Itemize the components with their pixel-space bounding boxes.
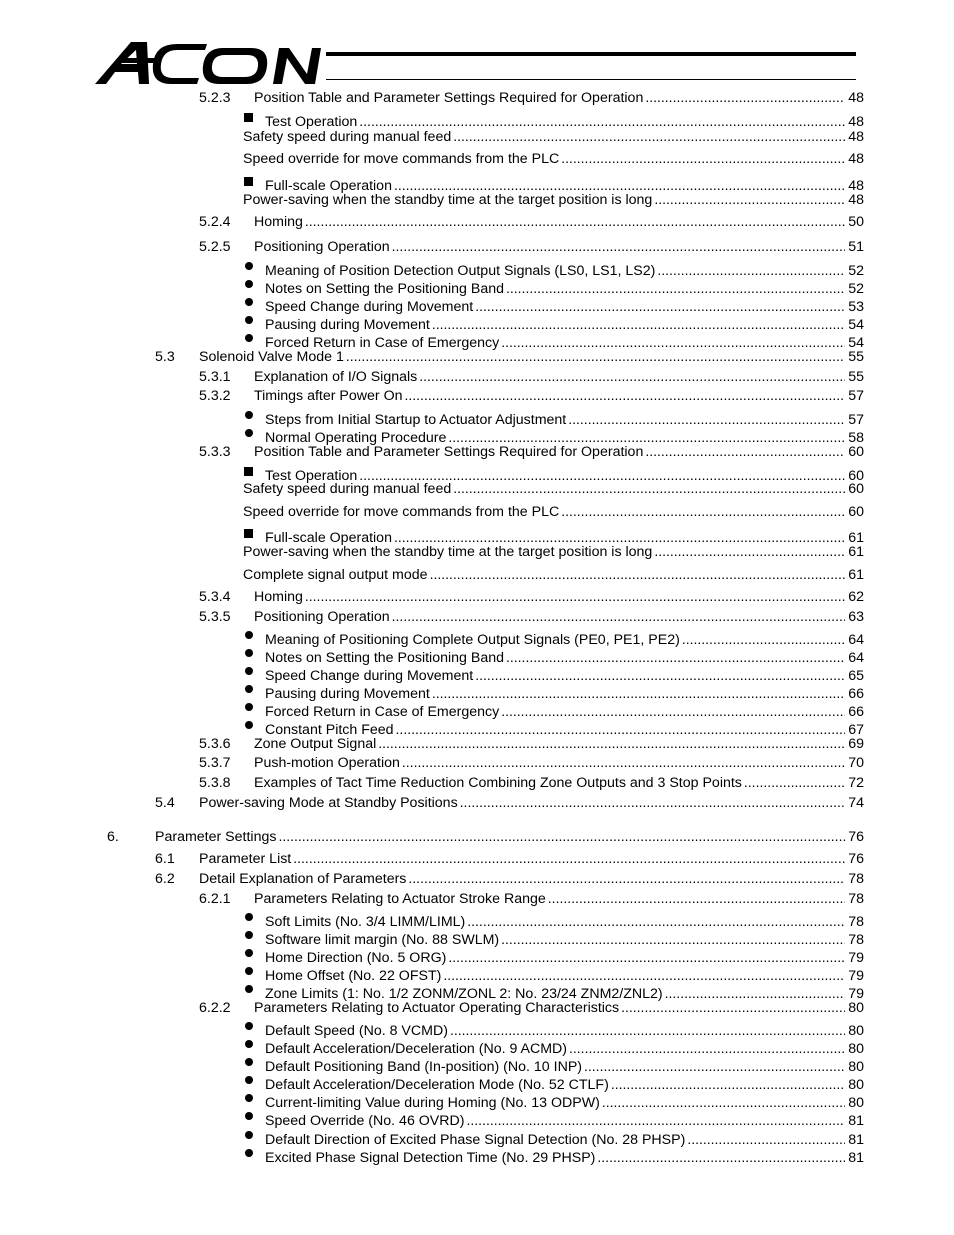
bullet-dot-icon [243,644,265,662]
toc-entry[interactable] [199,367,864,385]
dot-leader [654,542,845,560]
toc-entry[interactable] [243,908,864,930]
entry-title: Forced Return in Case of Emergency [265,704,500,720]
dot-leader [645,88,845,106]
entry-title: Parameters Relating to Actuator Operating Characteristics [254,1000,620,1016]
toc-entry[interactable] [199,587,864,605]
toc-entry[interactable] [199,607,864,625]
toc-entry[interactable] [199,386,864,404]
toc-entry[interactable] [243,1107,864,1129]
dot-leader [405,386,846,404]
page-number: 81 [848,1132,864,1148]
entry-title: Forced Return in Case of Emergency [265,335,500,351]
entry-title: Complete signal output mode [243,567,428,583]
toc-entry[interactable] [243,172,864,194]
page-number: 78 [848,871,864,887]
toc-entry[interactable] [243,980,864,1002]
toc-entry[interactable] [243,149,864,167]
page-number: 48 [848,178,864,194]
bullet-dot-icon [243,1144,265,1162]
page-number: 66 [848,686,864,702]
bullet-dot-icon [243,626,265,644]
entry-title: Speed Change during Movement [265,668,474,684]
bullet-dot-icon [243,926,265,944]
section-number: 5.3.6 [199,736,231,752]
bullet-dot-icon [243,257,265,275]
section-number: 6.2 [155,871,175,887]
toc-entry[interactable] [199,237,864,255]
entry-title: Constant Pitch Feed [265,722,394,738]
bullet-dot-icon [243,1017,265,1035]
page-number: 65 [848,668,864,684]
toc-entry[interactable] [243,293,864,315]
bullet-dot-icon [243,962,265,980]
toc-entry[interactable] [243,626,864,648]
page-number: 61 [848,530,864,546]
dot-leader [378,734,845,752]
page-number: 81 [848,1113,864,1129]
entry-title: Pausing during Movement [265,686,430,702]
page-number: 80 [848,1023,864,1039]
entry-title: Positioning Operation [254,609,390,625]
bullet-dot-icon [243,944,265,962]
toc-entry[interactable] [243,1071,864,1093]
entry-title: Test Operation [265,114,358,130]
page-number: 52 [848,281,864,297]
toc-entry[interactable] [243,1035,864,1057]
toc-entry[interactable] [199,753,864,771]
page-number: 80 [848,1059,864,1075]
entry-title: Default Direction of Excited Phase Signal Detection (No. 28 PHSP) [265,1132,686,1148]
bullet-dot-icon [243,698,265,716]
dot-leader [744,773,845,791]
toc-entry[interactable] [243,462,864,484]
entry-title: Power-saving when the standby time at the target position is long [243,544,653,560]
page-number: 79 [848,986,864,1002]
entry-title: Notes on Setting the Positioning Band [265,650,504,666]
page-number: 48 [848,192,864,208]
bullet-square-icon [243,108,265,126]
toc-entry[interactable] [243,542,864,560]
page-number: 60 [848,481,864,497]
entry-title: Notes on Setting the Positioning Band [265,281,504,297]
bullet-dot-icon [243,1053,265,1071]
bullet-dot-icon [243,311,265,329]
entry-title: Current-limiting Value during Homing (No. 13 ODPW) [265,1095,600,1111]
entry-title: Safety speed during manual feed [243,481,452,497]
dot-leader [346,347,845,365]
page-number: 69 [848,736,864,752]
toc-entry[interactable] [243,108,864,130]
dot-leader [278,827,845,845]
page-number: 70 [848,755,864,771]
toc-entry[interactable] [155,869,864,887]
page-number: 66 [848,704,864,720]
entry-title: Default Acceleration/Deceleration (No. 9 ACMD) [265,1041,568,1057]
toc-entry[interactable] [243,329,864,351]
page-number: 54 [848,317,864,333]
page-number: 74 [848,795,864,811]
page-number: 48 [848,90,864,106]
page-number: 80 [848,1000,864,1016]
toc-entry[interactable] [243,1089,864,1111]
page-number: 61 [848,567,864,583]
dot-leader [561,502,845,520]
entry-title: Power-saving when the standby time at the target position is long [243,192,653,208]
entry-title: Power-saving Mode at Standby Positions [199,795,458,811]
section-number: 5.3.2 [199,388,231,404]
bullet-dot-icon [243,329,265,347]
dot-leader [305,212,845,230]
dot-leader [597,1148,845,1166]
entry-title: Pausing during Movement [265,317,430,333]
entry-title: Full-scale Operation [265,178,392,194]
toc-entry[interactable] [243,944,864,966]
entry-title: Parameter Settings [155,829,277,845]
bullet-dot-icon [243,1107,265,1125]
toc-entry[interactable] [243,1144,864,1166]
section-number: 5.2.3 [199,90,231,106]
page-number: 55 [848,369,864,385]
section-number: 5.2.5 [199,239,231,255]
page-number: 79 [848,950,864,966]
bullet-dot-icon [243,1035,265,1053]
page-number: 53 [848,299,864,315]
entry-title: Examples of Tact Time Reduction Combining Zone Outputs and 3 Stop Points [254,775,742,791]
dot-leader [419,367,845,385]
bullet-dot-icon [243,716,265,734]
bullet-dot-icon [243,1071,265,1089]
dot-leader [561,149,845,167]
section-number: 5.3.7 [199,755,231,771]
page-number: 55 [848,349,864,365]
section-number: 5.3.4 [199,589,231,605]
section-number: 6.2.2 [199,1000,231,1016]
page-number: 62 [848,589,864,605]
toc-entry[interactable] [243,257,864,279]
bullet-square-icon [243,524,265,542]
entry-title: Default Speed (No. 8 VCMD) [265,1023,448,1039]
page-number: 48 [848,151,864,167]
entry-title: Steps from Initial Startup to Actuator Adjustment [265,412,567,428]
bullet-dot-icon [243,275,265,293]
page-number: 78 [848,914,864,930]
page-number: 72 [848,775,864,791]
dot-leader [460,793,846,811]
entry-title: Push-motion Operation [254,755,400,771]
page-number: 78 [848,932,864,948]
entry-title: Zone Limits (1: No. 1/2 ZONM/ZONL 2: No. 23/24 ZNM2/ZNL2) [265,986,663,1002]
toc-entry[interactable] [243,1126,864,1148]
dot-leader [293,849,845,867]
bullet-dot-icon [243,680,265,698]
entry-title: Meaning of Positioning Complete Output Signals (PE0, PE1, PE2) [265,632,680,648]
dot-leader [621,998,845,1016]
page-number: 81 [848,1150,864,1166]
entry-title: Zone Output Signal [254,736,377,752]
dot-leader [305,587,845,605]
page-number: 51 [848,239,864,255]
toc-entry[interactable] [243,479,864,497]
dot-leader [392,237,846,255]
toc-entry[interactable] [243,502,864,520]
toc-entry[interactable] [199,734,864,752]
section-number: 6.1 [155,851,175,867]
toc-entry[interactable] [243,127,864,145]
section-number: 5.3.1 [199,369,231,385]
dot-leader [548,889,845,907]
page-number: 76 [848,829,864,845]
toc-entry[interactable] [243,311,864,333]
dot-leader [645,442,845,460]
toc-entry[interactable] [243,424,864,446]
page-number: 57 [848,412,864,428]
bullet-dot-icon [243,1089,265,1107]
page-number: 80 [848,1041,864,1057]
toc-entry[interactable] [243,565,864,583]
section-number: 5.3 [155,349,175,365]
dot-leader [430,565,846,583]
page-number: 58 [848,430,864,446]
dot-leader [408,869,845,887]
entry-title: Soft Limits (No. 3/4 LIMM/LIML) [265,914,466,930]
page-number: 79 [848,968,864,984]
section-number: 5.4 [155,795,175,811]
page-number: 61 [848,544,864,560]
toc-entry[interactable] [243,644,864,666]
page-number: 64 [848,632,864,648]
entry-title: Explanation of I/O Signals [254,369,418,385]
toc-entry[interactable] [199,998,864,1016]
entry-title: Software limit margin (No. 88 SWLM) [265,932,500,948]
entry-title: Safety speed during manual feed [243,129,452,145]
page-number: 60 [848,468,864,484]
toc-entry[interactable] [155,347,864,365]
bullet-dot-icon [243,662,265,680]
entry-title: Timings after Power On [254,388,403,404]
toc-entry[interactable] [243,1053,864,1075]
toc-entry[interactable] [243,275,864,297]
section-number: 6.2.1 [199,891,231,907]
bullet-dot-icon [243,980,265,998]
entry-title: Position Table and Parameter Settings Required for Operation [254,444,644,460]
toc-entry[interactable] [107,827,864,845]
entry-title: Homing [254,214,303,230]
entry-title: Homing [254,589,303,605]
page-number: 52 [848,263,864,279]
bullet-dot-icon [243,293,265,311]
entry-title: Speed override for move commands from the PLC [243,504,560,520]
entry-title: Speed Override (No. 46 OVRD) [265,1113,465,1129]
section-number: 5.2.4 [199,214,231,230]
entry-title: Parameter List [199,851,292,867]
page-number: 78 [848,891,864,907]
toc-entry[interactable] [155,849,864,867]
toc-entry[interactable] [243,524,864,546]
entry-title: Meaning of Position Detection Output Signals (LS0, LS1, LS2) [265,263,656,279]
entry-title: Full-scale Operation [265,530,392,546]
entry-title: Position Table and Parameter Settings Required for Operation [254,90,644,106]
bullet-dot-icon [243,406,265,424]
entry-title: Speed override for move commands from the PLC [243,151,560,167]
page-number: 54 [848,335,864,351]
toc-entry[interactable] [243,716,864,738]
bullet-dot-icon [243,424,265,442]
entry-title: Detail Explanation of Parameters [199,871,407,887]
dot-leader [402,753,845,771]
bullet-dot-icon [243,1126,265,1144]
page-number: 80 [848,1077,864,1093]
page-number: 57 [848,388,864,404]
toc-entry[interactable] [243,406,864,428]
section-number: 6. [107,829,119,845]
dot-leader [392,607,846,625]
toc-entry[interactable] [243,926,864,948]
toc-entry[interactable] [243,190,864,208]
toc-entry[interactable] [199,442,864,460]
bullet-square-icon [243,462,265,480]
entry-title: Home Offset (No. 22 OFST) [265,968,442,984]
dot-leader [654,190,845,208]
page-number: 60 [848,444,864,460]
page-number: 63 [848,609,864,625]
entry-title: Normal Operating Procedure [265,430,447,446]
page-number: 80 [848,1095,864,1111]
page-number: 67 [848,722,864,738]
entry-title: Home Direction (No. 5 ORG) [265,950,447,966]
dot-leader [453,127,845,145]
toc-entry[interactable] [199,773,864,791]
toc-entry[interactable] [243,662,864,684]
page-number: 48 [848,129,864,145]
page-number: 48 [848,114,864,130]
entry-title: Excited Phase Signal Detection Time (No. 29 PHSP) [265,1150,596,1166]
toc-entry[interactable] [199,212,864,230]
toc-entry[interactable] [243,680,864,702]
bullet-square-icon [243,172,265,190]
bullet-dot-icon [243,908,265,926]
entry-title: Default Acceleration/Deceleration Mode (No. 52 CTLF) [265,1077,609,1093]
toc-entry[interactable] [199,88,864,106]
entry-title: Speed Change during Movement [265,299,474,315]
section-number: 5.3.3 [199,444,231,460]
toc-entry[interactable] [155,793,864,811]
dot-leader [453,479,845,497]
page-number: 50 [848,214,864,230]
entry-title: Solenoid Valve Mode 1 [199,349,344,365]
toc-entry[interactable] [243,962,864,984]
page-number: 64 [848,650,864,666]
section-number: 5.3.8 [199,775,231,791]
page-number: 76 [848,851,864,867]
toc-entry[interactable] [199,889,864,907]
toc-entry[interactable] [243,1017,864,1039]
section-number: 5.3.5 [199,609,231,625]
page-number: 60 [848,504,864,520]
toc-entry[interactable] [243,698,864,720]
entry-title: Parameters Relating to Actuator Stroke Range [254,891,546,907]
entry-title: Positioning Operation [254,239,390,255]
entry-title: Test Operation [265,468,358,484]
entry-title: Default Positioning Band (In-position) (No. 10 INP) [265,1059,583,1075]
